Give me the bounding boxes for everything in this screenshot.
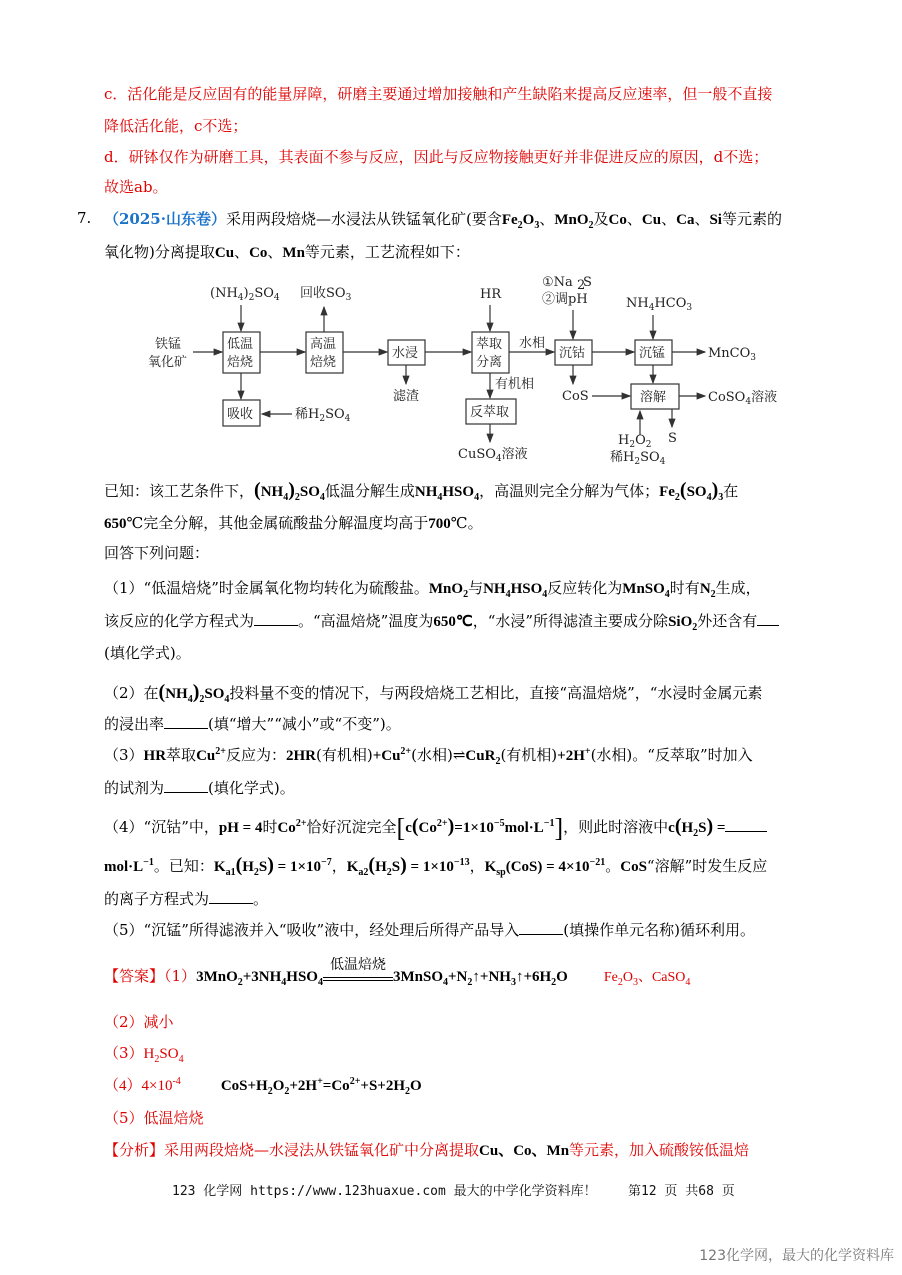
sulfur-label: S — [668, 431, 677, 446]
formula-mnso4: MnSO$_4$ — [622, 581, 670, 600]
question-stem-line2: 氧化物)分离提取Cu、Co、Mn等元素，工艺流程如下： — [104, 243, 470, 261]
q1-text: 外还含有 — [697, 612, 758, 630]
blank-reagent[interactable] — [164, 778, 208, 793]
q4-text: 恰好沉淀完全 — [306, 818, 397, 836]
element-cu: Cu — [641, 212, 662, 228]
box-low-temp-label-2: 焙烧 — [227, 355, 254, 370]
formula-cos: CoS — [620, 859, 647, 875]
solution-option-c-line1: c．活化能是反应固有的能量屏障，研磨主要通过增加接触和产生缺陷来提高反应速率，但一般不直接 — [104, 85, 773, 103]
q5-text: (填操作单元名称)循环利用。 — [563, 921, 755, 939]
q4-text: 。 — [605, 857, 621, 875]
formula-hr: HR — [143, 748, 167, 764]
watermark: 123化学网，最大的化学资料库 — [699, 1248, 894, 1264]
blank-leach-rate[interactable] — [164, 714, 208, 729]
footer-text: 123 化学网 https://www.123huaxue.com 最大的中学化学资料库！ — [172, 1184, 597, 1199]
co-concentration: $[c(Co^{2+})=1\times 10^{-5}mol\cdot L^{-1}]$ — [396, 813, 564, 843]
answer-equation-1: $3MnO_2+3NH_4HSO_4$ 低温焙烧 $3MnSO_4+N_2↑+NH_3↑+6H_2O$ — [196, 957, 568, 988]
analysis-text: 等元素，加入硫酸铵低温焙 — [569, 1141, 750, 1159]
q2-text: （2）在 — [104, 684, 159, 702]
dilute-h2so4-label-2: 稀$H_2SO_4$ — [610, 450, 666, 465]
q4-text: 。 — [253, 890, 269, 908]
ion-cu2: $Cu^{2+}$ — [196, 746, 226, 764]
answer-prompt: 回答下列问题： — [104, 544, 210, 562]
answer-part4 — [104, 1075, 422, 1096]
formula-sio2: SiO$_2$ — [668, 614, 698, 633]
box-dissolve-label: 溶解 — [640, 390, 667, 405]
known-text: 在 — [723, 482, 739, 500]
box-high-temp-label-2: 焙烧 — [310, 355, 337, 370]
answer-part2: （2）减小 — [104, 1013, 174, 1031]
formula-nh4-2so4: $(NH_4)_2SO_4$ — [254, 479, 325, 503]
analysis-text: 采用两段焙烧—水浸法从铁锰氧化矿中分离提取 — [164, 1141, 480, 1159]
blank-residue[interactable] — [757, 611, 779, 626]
q1-text: 。“高温焙烧”温度为 — [298, 612, 434, 630]
ion-cu2: $+Cu^{2+}$ — [372, 746, 412, 764]
formula-nh4hso4: $NH_4HSO_4$ — [414, 484, 480, 503]
formula-cur2: CuR$_2$ — [465, 748, 501, 767]
element-co: Co — [608, 212, 627, 228]
q1-line1 — [104, 578, 761, 599]
known-line2 — [104, 513, 483, 534]
temp-700: 700 — [428, 516, 451, 532]
blank-equation[interactable] — [254, 611, 298, 626]
answer-residue: $Fe_2O_3$、CaSO$_4$ — [603, 970, 691, 988]
q3-line2 — [104, 778, 295, 798]
page-footer — [172, 1180, 735, 1199]
coso4-solution-label: CoSO$_4$溶液 — [708, 390, 778, 407]
q3-text: (水相)。“反萃取”时加入 — [590, 746, 753, 764]
na2s-s: S — [583, 275, 592, 290]
formula-n2: $N_2$ — [699, 581, 716, 600]
question-source: （2025·山东卷） — [104, 210, 226, 228]
mnco3-label: MnCO$_3$ — [708, 346, 757, 363]
residue-label: 滤渣 — [393, 389, 420, 404]
blank-unit-name[interactable] — [519, 920, 563, 935]
element-si: Si — [709, 212, 722, 228]
solution-option-d: d．研钵仅作为研磨工具，其表面不参与反应，因此与反应物接触更好并非促进反应的原因，d不选； — [104, 148, 769, 166]
q3-line1 — [104, 745, 753, 766]
q4-text: 的离子方程式为 — [104, 890, 210, 908]
q3-text: 萃取 — [166, 746, 197, 764]
organic-phase-label: 有机相 — [495, 377, 535, 392]
q1-text: 反应转化为 — [547, 579, 623, 597]
analysis-label: 【分析】 — [104, 1141, 165, 1159]
q4-line3 — [104, 889, 268, 909]
formula-2hr: 2HR — [285, 748, 316, 764]
answer-label: 【答案】 — [104, 967, 165, 985]
water-phase-label: 水相 — [519, 336, 546, 351]
box-extraction-label-2: 分离 — [476, 355, 503, 370]
answer-part3: $(3)H_2SO_4$ — [104, 1044, 184, 1065]
q4-text: 时 — [262, 818, 278, 836]
reagent-nh4-2so4: $(NH_4)_2SO_4$ — [210, 286, 280, 303]
box-absorb-label: 吸收 — [227, 407, 254, 422]
stem-text: 采用两段焙烧—水浸法从铁锰氧化矿(要含 — [225, 210, 502, 228]
q4-line1 — [104, 813, 767, 843]
q4-text: “溶解”时发生反应 — [646, 857, 768, 875]
q1-text: ，“水浸”所得滤渣主要成分除 — [472, 612, 669, 630]
known-text: 已知：该工艺条件下， — [104, 482, 255, 500]
element-mn: Mn — [282, 245, 305, 261]
stem-text: 氧化物)分离提取 — [104, 243, 215, 261]
q2-line1 — [104, 682, 762, 704]
h2o2-label: $H_2O_2$ — [618, 433, 652, 450]
box-water-leach-label: 水浸 — [392, 346, 419, 361]
ka2: $K_{a2}(H_2S) = 1\times 10^{-13}$ — [346, 854, 470, 878]
temp-650: 650℃ — [433, 614, 473, 630]
step-na2s-label: ①Na — [542, 275, 573, 290]
box-cobalt-label: 沉钴 — [559, 346, 586, 361]
known-text: 低温分解生成 — [324, 482, 415, 500]
q5-text: （5）“沉锰”所得滤液并入“吸收”液中，经处理后所得产品导入 — [104, 921, 520, 939]
element-co: Co — [249, 245, 268, 261]
formula-mno2: MnO$_2$ — [428, 581, 469, 600]
q3-text: (有机相) — [500, 746, 558, 764]
unit: $mol\cdot L^{-1}$ — [104, 857, 154, 875]
ka1: $K_{a1}(H_2S) = 1\times 10^{-7}$ — [213, 854, 332, 878]
answer-h2s-concentration: $(4)4\times 10^{-4}$ — [104, 1076, 181, 1094]
equilibrium-arrow-icon: ⇌ — [452, 746, 466, 764]
formula-nh4hso4: $NH_4HSO_4$ — [483, 581, 548, 600]
q4-line2: $mol\cdot L^{-1}$。已知：$K_{a1}(H_2S) = 1\times 10^{-7}$，$K_{a2}(H_2S) = 1\times 10^{-13}$，$K_{sp}(CoS) = 4\times 10^{-21}$。CoS“溶解”时发生反应 — [104, 854, 768, 878]
q2-text: 的浸出率 — [104, 715, 165, 733]
q1-line3: (填化学式)。 — [104, 644, 191, 662]
element-ca: Ca — [676, 212, 695, 228]
question-number: 7. — [77, 209, 92, 227]
stem-text: 及 — [593, 210, 609, 228]
formula-fe2so43: $Fe_2(SO_4)_3$ — [659, 479, 724, 503]
blank-ionic-equation[interactable] — [209, 889, 253, 904]
step-adjust-ph-label: ②调pH — [542, 292, 588, 307]
q1-text: 生成， — [715, 579, 761, 597]
cos-label: CoS — [562, 389, 589, 404]
temp-650: 650 — [104, 516, 127, 532]
ore-label-1: 铁锰 — [155, 337, 182, 352]
q2-line2 — [104, 714, 401, 734]
ph-value: pH = 4 — [218, 820, 263, 836]
q4-text: ，则此时溶液中 — [563, 818, 669, 836]
elements: Cu、Co、Mn — [479, 1143, 570, 1159]
box-manganese-label: 沉锰 — [639, 346, 666, 361]
q3-text: (水相) — [411, 746, 453, 764]
q3-text: (填化学式)。 — [208, 779, 295, 797]
stem-text: 等元素，工艺流程如下： — [304, 243, 470, 261]
q4-text: （4）“沉钴”中， — [104, 818, 219, 836]
blank-h2s-concentration[interactable] — [725, 817, 767, 832]
ion-co2: $Co^{2+}$ — [277, 818, 307, 836]
question-stem-line1: （2025·山东卷）采用两段焙烧—水浸法从铁锰氧化矿(要含$Fe_2O_3$、MnO$_2$及Co、Cu、Ca、Si等元素的 — [104, 210, 782, 231]
q1-text: （1）“低温焙烧”时金属氧化物均转化为硫酸盐。 — [104, 579, 429, 597]
answer-ionic-equation: $CoS+H_2O_2+2H^+=Co^{2+}+S+2H_2O$ — [220, 1076, 422, 1097]
known-text: ℃完全分解，其他金属硫酸盐分解温度均高于 — [126, 514, 429, 532]
stem-text: 等元素的 — [721, 210, 782, 228]
known-text: ，高温则完全分解为气体； — [479, 482, 660, 500]
q3-text: 的试剂为 — [104, 779, 165, 797]
q1-text: 与 — [468, 579, 484, 597]
q1-line2 — [104, 611, 779, 632]
sep: 、 — [539, 210, 555, 228]
formula-fe2o3: $Fe_2O_3$ — [501, 212, 540, 231]
box-back-extraction-label: 反萃取 — [470, 405, 510, 420]
box-low-temp-label-1: 低温 — [227, 337, 254, 352]
answer-part1: （1） — [164, 967, 197, 985]
sub: 2 — [577, 278, 586, 293]
answer-line1 — [104, 957, 691, 988]
q3-text: （3） — [104, 746, 144, 764]
recover-so3-label: 回收$SO_3$ — [300, 286, 352, 303]
hr-label: HR — [480, 287, 502, 302]
q5-line — [104, 920, 755, 940]
ion-2h: +2H+ — [557, 746, 591, 764]
q4-text: 。已知： — [153, 857, 214, 875]
solution-option-c-line2: 降低活化能，c不选； — [104, 117, 248, 135]
box-extraction-label-1: 萃取 — [476, 337, 503, 352]
q3-text: (有机相) — [315, 746, 373, 764]
solution-conclusion: 故选ab。 — [104, 178, 168, 196]
analysis-line — [104, 1140, 749, 1161]
page-number: 第12 页 共68 页 — [627, 1184, 735, 1199]
formula-mno2: MnO$_2$ — [554, 212, 594, 231]
cuso4-solution-label: CuSO$_4$溶液 — [458, 447, 528, 464]
element-cu: Cu — [214, 245, 235, 261]
q1-text: 时有 — [669, 579, 700, 597]
q2-text: 投料量不变的情况下，与两段焙烧工艺相比，直接“高温焙烧”，“水浸时金属元素 — [229, 684, 763, 702]
dilute-h2so4-label: 稀$H_2SO_4$ — [295, 407, 351, 424]
box-high-temp-label-1: 高温 — [310, 337, 337, 352]
formula-nh4-2so4: $(NH_4)_2SO_4$ — [158, 681, 230, 705]
answer-part5: （5）低温焙烧 — [104, 1109, 204, 1127]
known-text: ℃。 — [450, 514, 483, 532]
process-flow-diagram — [140, 270, 790, 465]
known-line1 — [104, 480, 738, 502]
nh4hco3-label: $NH_4HCO_3$ — [626, 296, 693, 313]
q2-text: (填“增大”“减小”或“不变”)。 — [208, 715, 401, 733]
q1-text: 该反应的化学方程式为 — [104, 612, 255, 630]
ksp: $K_{sp}(CoS) = 4\times 10^{-21}$ — [484, 857, 606, 878]
q3-text: 反应为： — [225, 746, 286, 764]
c-h2s: $c(H_2S)$ = — [668, 815, 726, 839]
reaction-condition: 低温焙烧 — [329, 957, 386, 973]
ore-label-2: 氧化矿 — [148, 355, 188, 370]
